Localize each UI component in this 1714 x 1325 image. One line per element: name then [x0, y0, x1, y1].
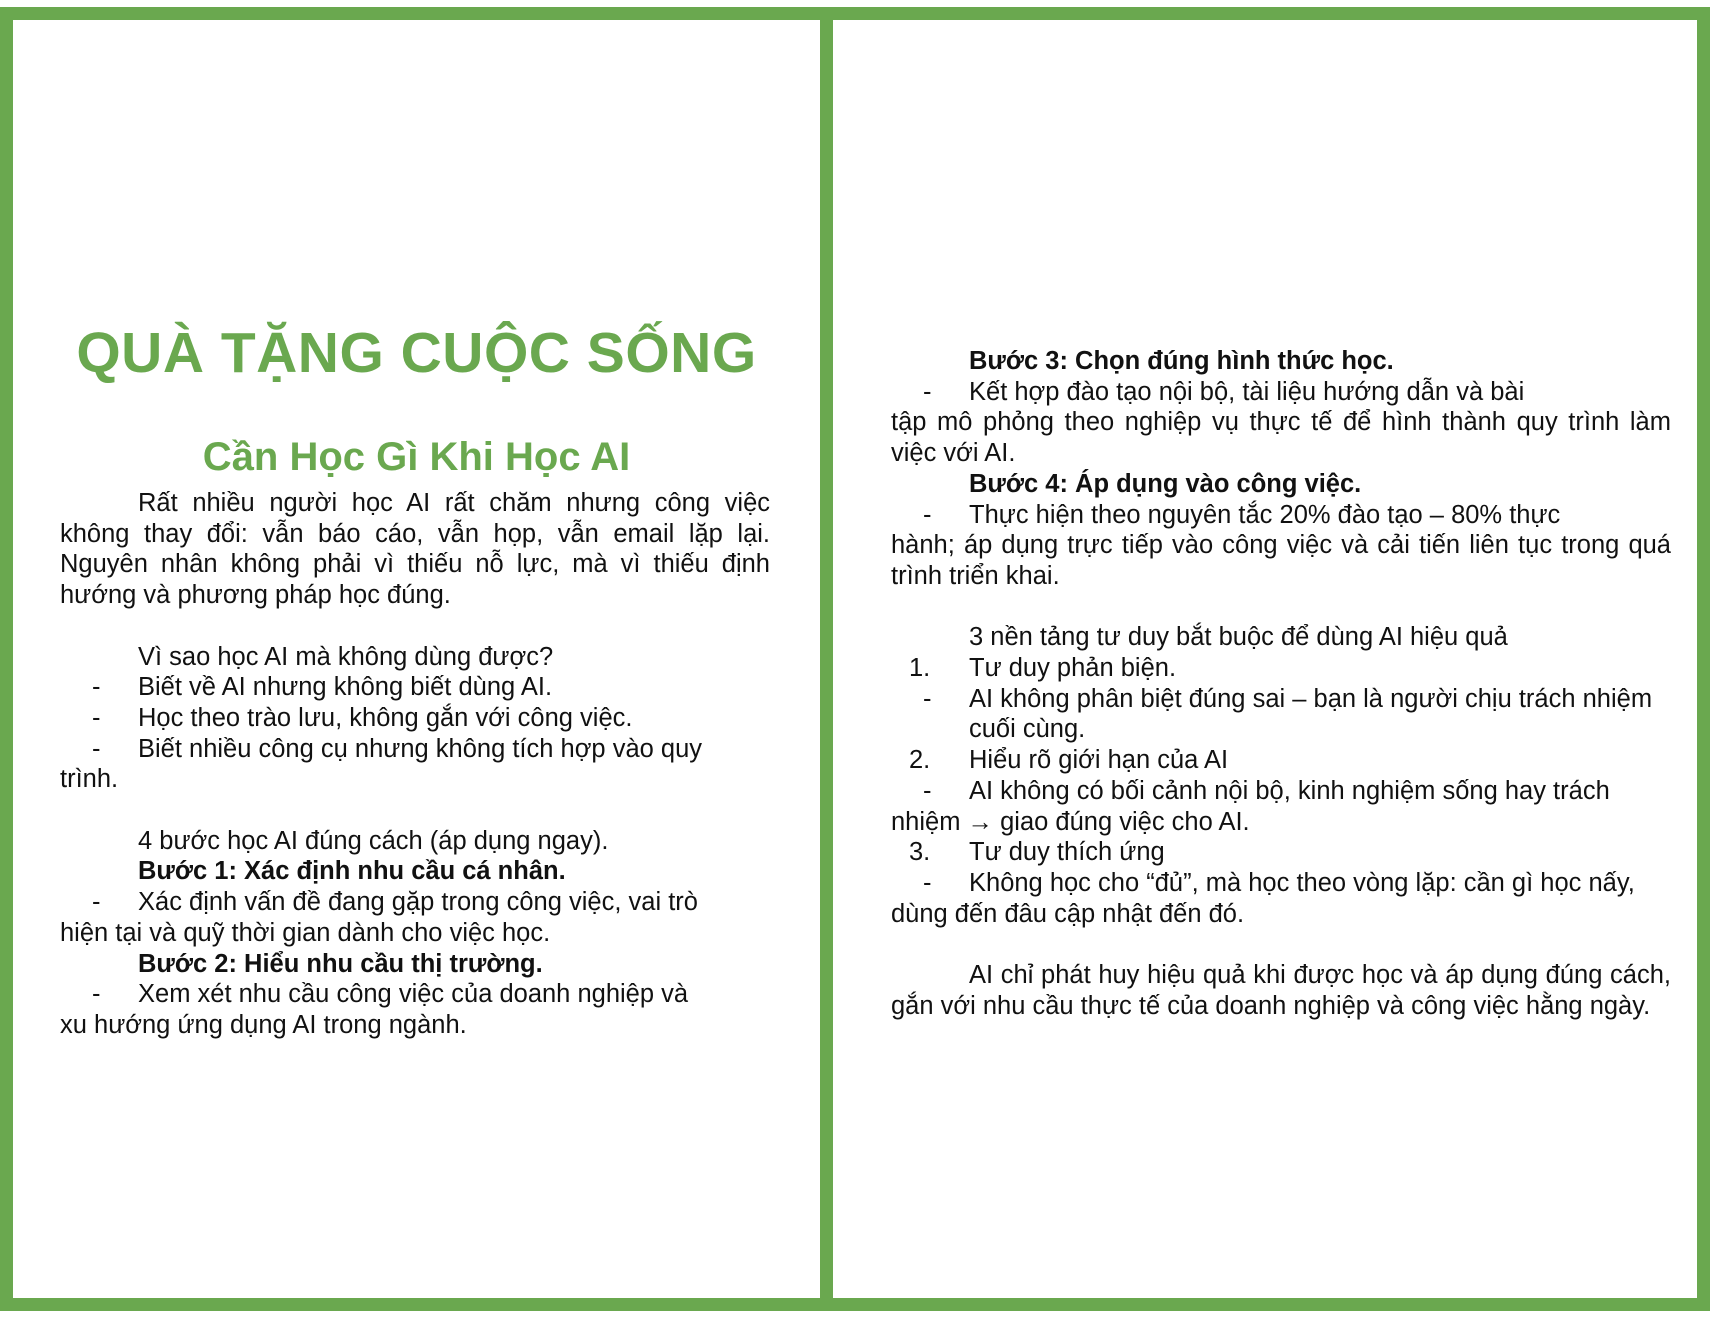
- mindset-1-detail: [891, 684, 1671, 745]
- document-subtitle: Cần Học Gì Khi Học AI: [202, 435, 631, 479]
- why-heading: Vì sao học AI mà không dùng được?: [138, 642, 554, 671]
- step-3-item: [891, 377, 1671, 408]
- bullet-marker: -: [923, 500, 932, 529]
- step-2-title: Bước 2: Hiểu nhu cầu thị trường.: [138, 949, 543, 978]
- step-3-continuation: tập mô phỏng theo nghiệp vụ thực tế để hình thành quy trình làm việc với AI.: [891, 408, 1671, 468]
- left-page-body: [60, 488, 770, 1041]
- conclusion-paragraph: AI chỉ phát huy hiệu quả khi được học và áp dụng đúng cách, gắn với nhu cầu thực tế của doanh nghiệp và công việc hằng ngày.: [891, 961, 1671, 1020]
- step-4-item: [891, 500, 1671, 531]
- mindset-2: [891, 745, 1671, 776]
- right-page: [820, 7, 1710, 1311]
- step-2-item: [60, 979, 770, 1010]
- document-title: QUÀ TẶNG CUỘC SỐNG: [76, 321, 757, 385]
- spacer: [60, 795, 770, 826]
- why-item-text: Học theo trào lưu, không gắn với công việc.: [138, 703, 633, 732]
- step-1-text: Xác định vấn đề đang gặp trong công việc, vai trò: [138, 888, 698, 917]
- spacer: [891, 592, 1671, 623]
- step-2-continuation: xu hướng ứng dụng AI trong ngành.: [60, 1010, 467, 1039]
- step-3-title: Bước 3: Chọn đúng hình thức học.: [969, 347, 1394, 375]
- step-1-title: Bước 1: Xác định nhu cầu cá nhân.: [138, 857, 566, 886]
- bullet-marker: -: [92, 673, 101, 702]
- right-page-body: [891, 346, 1671, 1021]
- mindset-2-detail: [891, 776, 1671, 807]
- mindset-2-continuation: nhiệm → giao đúng việc cho AI.: [891, 807, 1250, 836]
- why-item-2: [60, 703, 770, 734]
- mindset-1: [891, 653, 1671, 684]
- mindset-3-detail-text: Không học cho “đủ”, mà học theo vòng lặp: cần gì học nấy,: [969, 868, 1635, 897]
- step-2-text: Xem xét nhu cầu công việc của doanh nghiệp và: [138, 980, 689, 1009]
- mindset-1-detail-text: AI không phân biệt đúng sai – bạn là người chịu trách nhiệm cuối cùng.: [969, 684, 1653, 744]
- mindset-heading: 3 nền tảng tư duy bắt buộc để dùng AI hiệu quả: [969, 623, 1508, 652]
- bullet-marker: -: [923, 776, 932, 805]
- number-marker: 2.: [909, 746, 931, 775]
- bullet-marker: -: [92, 980, 101, 1009]
- bullet-marker: -: [923, 377, 932, 406]
- number-marker: 3.: [909, 838, 931, 867]
- why-item-text: Biết về AI nhưng không biết dùng AI.: [138, 673, 553, 702]
- left-page: [0, 7, 833, 1311]
- step-4-continuation: hành; áp dụng trực tiếp vào công việc và cải tiến liên tục trong quá trình triển khai.: [891, 531, 1671, 590]
- mindset-3-title: Tư duy thích ứng: [969, 838, 1165, 867]
- number-marker: 1.: [909, 654, 931, 683]
- bullet-marker: -: [92, 888, 101, 917]
- mindset-2-title: Hiểu rõ giới hạn của AI: [969, 746, 1229, 775]
- bullet-marker: -: [923, 684, 932, 713]
- mindset-1-title: Tư duy phản biện.: [969, 654, 1177, 683]
- steps-heading: 4 bước học AI đúng cách (áp dụng ngay).: [138, 826, 609, 855]
- step-3-text: Kết hợp đào tạo nội bộ, tài liệu hướng dẫn và bài: [969, 377, 1525, 406]
- mindset-3: [891, 837, 1671, 868]
- mindset-3-detail: [891, 868, 1671, 899]
- why-item-3: [60, 734, 770, 765]
- step-1-item: [60, 887, 770, 918]
- why-item-text: Biết nhiều công cụ nhưng không tích hợp vào quy: [138, 734, 703, 763]
- step-4-text: Thực hiện theo nguyên tắc 20% đào tạo – 80% thực: [969, 500, 1561, 529]
- bullet-marker: -: [92, 734, 101, 763]
- spacer: [60, 611, 770, 642]
- why-item-1: [60, 672, 770, 703]
- why-item-3-continuation: trình.: [60, 765, 119, 794]
- step-1-continuation: hiện tại và quỹ thời gian dành cho việc học.: [60, 918, 551, 947]
- bullet-marker: -: [923, 868, 932, 897]
- mindset-3-continuation: dùng đến đâu cập nhật đến đó.: [891, 899, 1245, 928]
- spacer: [891, 929, 1671, 960]
- mindset-2-detail-text: AI không có bối cảnh nội bộ, kinh nghiệm sống hay trách: [969, 776, 1610, 805]
- bullet-marker: -: [92, 703, 101, 732]
- intro-paragraph: Rất nhiều người học AI rất chăm nhưng công việc không thay đổi: vẫn báo cáo, vẫn họp, vẫn email lặp lại. Nguyên nhân không phải vì thiếu nỗ lực, mà vì thiếu định hướng và phương pháp học đúng.: [60, 489, 770, 610]
- step-4-title: Bước 4: Áp dụng vào công việc.: [969, 469, 1362, 498]
